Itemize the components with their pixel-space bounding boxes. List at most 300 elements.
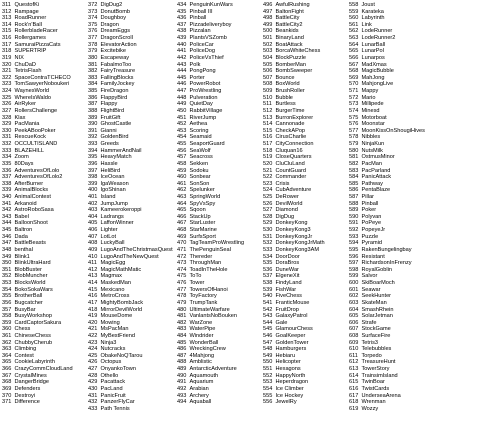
list-item — [2, 22, 42, 28]
entry-number: 468 — [177, 227, 187, 234]
list-item — [349, 273, 377, 279]
entry-number: 447 — [177, 88, 187, 95]
entry-name: Aquaball — [189, 399, 212, 406]
entry-name: Sqoon — [189, 207, 206, 214]
entry-name: UltimateWarfare — [189, 306, 230, 313]
entry-number: 607 — [349, 326, 359, 333]
entry-number: 508 — [263, 81, 273, 88]
list-item — [349, 194, 374, 200]
entry-number: 606 — [349, 319, 359, 326]
entry-name: RollersChallenge — [14, 107, 58, 114]
list-item — [349, 187, 390, 193]
list-item — [263, 240, 325, 246]
list-item — [177, 300, 217, 306]
list-item — [177, 174, 211, 180]
list-item — [2, 280, 45, 286]
entry-name: Aethea — [189, 121, 208, 128]
entry-name: Cannonade — [275, 121, 305, 128]
entry-name: RoyalGoblin — [361, 266, 392, 273]
entry-name: WaynesWorld — [14, 88, 50, 95]
entry-number: 568 — [349, 68, 359, 75]
list-item — [2, 366, 73, 372]
entry-number: 467 — [177, 220, 187, 227]
entry-number: 331 — [2, 134, 12, 141]
entry-number: 372 — [88, 2, 98, 8]
entry-number: 442 — [177, 54, 187, 61]
list-item — [88, 55, 129, 61]
entry-number: 359 — [2, 319, 12, 326]
list-item — [88, 340, 116, 346]
entry-name: PowerRobot — [189, 81, 221, 88]
entry-number: 534 — [263, 253, 273, 260]
list-item — [2, 234, 28, 240]
entry-number: 327 — [2, 107, 12, 114]
list-item — [177, 280, 204, 286]
entry-name: Torpedo — [361, 352, 382, 359]
list-item — [2, 300, 43, 306]
entry-name: Motorboat — [361, 114, 387, 121]
entry-number: 356 — [2, 299, 12, 306]
entry-number: 596 — [349, 253, 359, 260]
entry-name: SeekHunter — [361, 293, 392, 300]
entry-number: 419 — [88, 313, 98, 320]
list-item — [349, 346, 391, 352]
list-item — [263, 2, 310, 8]
entry-name: Sodoku — [189, 167, 209, 174]
entry-number: 314 — [2, 21, 12, 28]
entry-name: TwistCards — [361, 385, 390, 392]
entry-number: 501 — [263, 35, 273, 42]
list-item — [349, 280, 395, 286]
list-item — [263, 207, 298, 213]
list-item — [349, 128, 425, 134]
list-item — [88, 227, 118, 233]
entry-name: BorcaWhiteChess — [275, 48, 321, 55]
entry-number: 484 — [177, 333, 187, 339]
list-item — [263, 121, 304, 127]
entry-number: 365 — [2, 359, 12, 366]
entry-name: FruitDrop — [275, 306, 299, 313]
entry-number: 371 — [2, 399, 12, 406]
list-item — [349, 207, 376, 213]
list-item — [2, 313, 52, 319]
entry-number: 400 — [88, 187, 98, 194]
entry-name: Moonstar — [361, 121, 385, 128]
entry-name: Millipede — [361, 101, 384, 108]
entry-number: 385 — [88, 88, 98, 95]
list-item — [349, 154, 395, 160]
entry-number: 491 — [177, 379, 187, 386]
list-item — [263, 273, 299, 279]
entry-name: BusyBar — [14, 306, 36, 313]
entry-number: 401 — [88, 193, 98, 200]
entry-name: Pizzadeliveryboy — [189, 21, 232, 28]
entry-number: 481 — [177, 313, 187, 320]
entry-name: HappyNorth — [275, 372, 306, 379]
entry-name: DuneWar — [275, 266, 299, 273]
list-item — [263, 181, 289, 187]
entry-name: OnyankoTown — [100, 366, 136, 373]
entry-number: 451 — [177, 114, 187, 121]
list-item — [177, 326, 215, 332]
list-item — [177, 320, 212, 326]
list-item — [349, 88, 378, 94]
entry-number: 493 — [177, 392, 187, 399]
list-item — [177, 386, 209, 392]
list-item — [2, 9, 39, 15]
list-item — [263, 148, 303, 154]
list-item — [177, 128, 208, 134]
entry-name: GlamourChess — [275, 326, 313, 333]
entry-name: IgaWeason — [100, 180, 129, 187]
entry-number: 390 — [88, 121, 98, 128]
list-item — [349, 48, 384, 54]
list-item — [88, 9, 130, 15]
list-item — [88, 22, 119, 28]
list-item — [177, 353, 214, 359]
entry-name: CubAdventure — [275, 187, 312, 194]
entry-number: 482 — [177, 319, 187, 326]
entry-number: 609 — [349, 339, 359, 346]
entry-name: DoorDoor — [275, 253, 300, 260]
entry-name: Sekken — [189, 160, 209, 167]
list-item — [263, 161, 305, 167]
entry-name: SpaceContraTCHECO — [14, 74, 71, 81]
entry-number: 566 — [349, 54, 359, 61]
entry-name: Pulveration — [189, 94, 218, 101]
entry-number: 322 — [2, 74, 12, 81]
entry-number: 430 — [88, 385, 98, 392]
entry-name: BlocksWorld — [14, 280, 46, 287]
list-item — [88, 148, 142, 154]
entry-name: Mexicano — [100, 286, 125, 293]
entry-name: FallingBlocks — [100, 74, 134, 81]
entry-number: 497 — [263, 8, 273, 15]
list-item — [177, 88, 221, 94]
list-item — [2, 181, 43, 187]
entry-name: Defenders — [14, 385, 41, 392]
entry-number: 496 — [263, 2, 273, 8]
entry-number: 599 — [349, 273, 359, 280]
entry-name: LotLot — [100, 233, 117, 240]
list-item — [349, 353, 382, 359]
entry-number: 550 — [263, 359, 273, 366]
list-item — [177, 359, 212, 365]
list-item — [2, 399, 40, 405]
list-item — [177, 287, 228, 293]
list-item — [263, 81, 300, 87]
entry-number: 386 — [88, 94, 98, 101]
entry-number: 421 — [88, 326, 98, 333]
list-item — [263, 353, 295, 359]
entry-name: RescueKock — [14, 134, 46, 141]
list-item — [177, 293, 217, 299]
entry-number: 603 — [349, 299, 359, 306]
entry-name: BLAZEHILL — [14, 147, 45, 154]
entry-number: 378 — [88, 41, 98, 48]
list-item — [349, 227, 385, 233]
entry-name: BlockPuzzle — [275, 54, 306, 61]
entry-number: 464 — [177, 200, 187, 207]
list-item — [177, 340, 218, 346]
entry-number: 431 — [88, 392, 98, 399]
entry-number: 337 — [2, 174, 12, 181]
entry-name: Pizzalan — [189, 28, 211, 35]
entry-name: Aquamouth — [189, 372, 219, 379]
entry-name: Dada — [14, 233, 28, 240]
entry-number: 536 — [263, 266, 273, 273]
list-item — [177, 161, 208, 167]
list-item — [349, 214, 381, 220]
entry-name: DonkeyKong3AM — [275, 246, 320, 253]
entry-number: 412 — [88, 266, 98, 273]
list-item — [177, 267, 227, 273]
list-item — [88, 174, 124, 180]
entry-number: 616 — [349, 385, 359, 392]
entry-number: 318 — [2, 48, 12, 55]
entry-number: 441 — [177, 48, 187, 55]
entry-number: 500 — [263, 28, 273, 35]
entry-name: RakenBungelingbay — [361, 246, 412, 253]
entry-number: 340 — [2, 193, 12, 200]
entry-name: Crisis — [275, 180, 290, 187]
list-item — [263, 28, 299, 34]
list-item — [349, 254, 385, 260]
entry-name: DragonScroll — [100, 35, 133, 42]
entry-number: 585 — [349, 180, 359, 187]
entry-number: 326 — [2, 101, 12, 108]
entry-name: MagicMathMatic — [100, 266, 142, 273]
entry-name: PeekABooPoker — [14, 127, 56, 134]
list-item — [263, 75, 294, 81]
entry-name: Cluquan16 — [275, 147, 303, 154]
entry-number: 432 — [88, 399, 98, 406]
entry-number: 317 — [2, 41, 12, 48]
entry-number: 525 — [263, 193, 273, 200]
list-item — [2, 386, 40, 392]
list-item — [349, 359, 396, 365]
entry-name: CrystalMines — [14, 372, 47, 379]
list-item — [263, 340, 308, 346]
list-item — [2, 28, 58, 34]
list-item — [177, 393, 209, 399]
list-item — [88, 75, 133, 81]
entry-name: Island — [100, 193, 116, 200]
entry-number: 346 — [2, 233, 12, 240]
entry-number: 348 — [2, 246, 12, 253]
entry-name: BombSweeper — [275, 68, 313, 75]
entry-name: TomSawyerNoboukeri — [14, 81, 70, 88]
list-item — [2, 154, 29, 160]
entry-name: PoPeye — [361, 220, 382, 227]
entry-name: Pinball III — [189, 8, 213, 15]
entry-name: DigDug — [275, 213, 295, 220]
entry-name: Strafe — [361, 319, 377, 326]
entry-name: ToTo — [189, 273, 202, 280]
entry-name: DeRower — [275, 193, 299, 200]
list-item — [349, 220, 381, 226]
entry-number: 335 — [2, 160, 12, 167]
entry-number: 436 — [177, 15, 187, 22]
list-item — [349, 9, 384, 15]
entry-name: Sonbear — [189, 174, 211, 181]
list-item — [2, 174, 62, 180]
entry-number: 608 — [349, 333, 359, 339]
entry-name: GoldenTower — [275, 339, 309, 346]
list-item — [263, 366, 301, 372]
entry-number: 591 — [349, 220, 359, 227]
list-item — [88, 62, 131, 68]
entry-name: NutsMilk — [361, 147, 383, 154]
list-item — [88, 35, 133, 41]
entry-number: 444 — [177, 68, 187, 75]
list-item — [263, 95, 293, 101]
entry-name: JewelRy — [275, 399, 297, 406]
entry-number: 349 — [2, 253, 12, 260]
entry-number: 313 — [2, 15, 12, 22]
entry-number: 375 — [88, 21, 98, 28]
list-item — [2, 307, 36, 313]
entry-number: 521 — [263, 167, 273, 174]
entry-number: 571 — [349, 88, 359, 95]
entry-name: DonkeyKongJrMath — [275, 240, 325, 247]
entry-number: 454 — [177, 134, 187, 141]
entry-number: 611 — [349, 352, 358, 359]
entry-name: Salvor — [361, 273, 378, 280]
entry-number: 477 — [177, 286, 187, 293]
entry-name: GoldenBird — [100, 134, 129, 141]
entry-name: Magmax — [100, 273, 122, 280]
entry-number: 380 — [88, 54, 98, 61]
list-item — [177, 42, 214, 48]
entry-name: Blink1 — [14, 253, 30, 260]
entry-name: Archery — [189, 392, 209, 399]
list-item — [88, 15, 126, 21]
list-item — [88, 353, 142, 359]
list-item — [349, 181, 383, 187]
entry-number: 514 — [263, 121, 273, 128]
entry-number: 459 — [177, 167, 187, 174]
entry-name: Pillar — [361, 193, 374, 200]
list-item — [2, 320, 61, 326]
list-item — [2, 141, 57, 147]
entry-name: Pathway — [361, 180, 383, 187]
list-item — [2, 260, 51, 266]
list-item — [349, 95, 376, 101]
entry-number: 381 — [88, 61, 98, 68]
entry-number: 354 — [2, 286, 12, 293]
list-item — [263, 48, 320, 54]
entry-name: Burtless — [275, 101, 296, 108]
list-item — [88, 194, 115, 200]
entry-name: TrumpTank — [189, 299, 218, 306]
entry-name: NinjaKun — [361, 141, 385, 148]
entry-number: 471 — [177, 246, 187, 253]
list-item — [88, 141, 119, 147]
list-item — [263, 346, 306, 352]
list-item — [349, 333, 390, 339]
list-item — [349, 28, 392, 34]
list-item — [263, 9, 304, 15]
list-item — [88, 267, 141, 273]
entry-number: 593 — [349, 233, 359, 240]
list-item — [263, 373, 305, 379]
list-item — [88, 88, 128, 94]
entry-name: ThePenguinSeal — [189, 246, 231, 253]
list-item — [349, 293, 391, 299]
entry-name: StockGame — [361, 326, 391, 333]
list-item — [88, 207, 142, 213]
list-item — [263, 320, 287, 326]
list-item — [263, 194, 299, 200]
entry-number: 435 — [177, 8, 187, 15]
list-item — [88, 220, 134, 226]
list-item — [263, 201, 302, 207]
entry-number: 569 — [349, 74, 359, 81]
entry-number: 494 — [177, 399, 187, 406]
list-item — [177, 75, 205, 81]
entry-name: SkiBoarMoch — [361, 280, 395, 287]
entry-name: CountGuard — [275, 167, 306, 174]
list-item — [177, 379, 213, 385]
list-item — [349, 75, 385, 81]
list-item — [263, 68, 312, 74]
entry-number: 393 — [88, 141, 98, 148]
entry-number: 470 — [177, 240, 187, 247]
entry-name: OstmusMinor — [361, 154, 395, 161]
list-item — [2, 287, 53, 293]
entry-number: 523 — [263, 180, 273, 187]
list-item — [2, 247, 33, 253]
list-item — [2, 148, 44, 154]
list-item — [2, 254, 30, 260]
entry-number: 541 — [263, 299, 273, 306]
entry-number: 542 — [263, 306, 273, 313]
entry-number: 567 — [349, 61, 359, 68]
entry-number: 527 — [263, 207, 273, 214]
entry-number: 544 — [263, 319, 273, 326]
entry-name: SpyVsSpy — [189, 200, 216, 207]
entry-name: Mario — [361, 94, 376, 101]
entry-number: 519 — [263, 154, 273, 161]
entry-number: 564 — [349, 41, 359, 48]
entry-number: 509 — [263, 88, 273, 95]
list-item — [88, 108, 124, 114]
entry-number: 502 — [263, 41, 273, 48]
entry-name: FairyTreasure — [100, 68, 136, 75]
entry-name: AirRyker — [14, 101, 36, 108]
list-item — [349, 115, 387, 121]
entry-number: 373 — [88, 8, 98, 15]
list-item — [263, 15, 299, 21]
entry-name: HeliBird — [100, 167, 121, 174]
entry-name: ThroughMan — [189, 260, 222, 267]
entry-number: 410 — [88, 253, 98, 260]
list-item — [88, 42, 137, 48]
list-item — [88, 254, 159, 260]
list-item — [88, 260, 125, 266]
entry-number: 461 — [177, 180, 187, 187]
entry-number: 473 — [177, 260, 187, 267]
entry-number: 361 — [2, 333, 12, 339]
entry-name: IceOcean — [100, 174, 125, 181]
list-item — [349, 42, 385, 48]
entry-number: 605 — [349, 313, 359, 320]
entry-number: 540 — [263, 293, 273, 300]
list-item — [177, 62, 200, 68]
list-item — [177, 201, 215, 207]
entry-name: StarLuster — [189, 220, 216, 227]
